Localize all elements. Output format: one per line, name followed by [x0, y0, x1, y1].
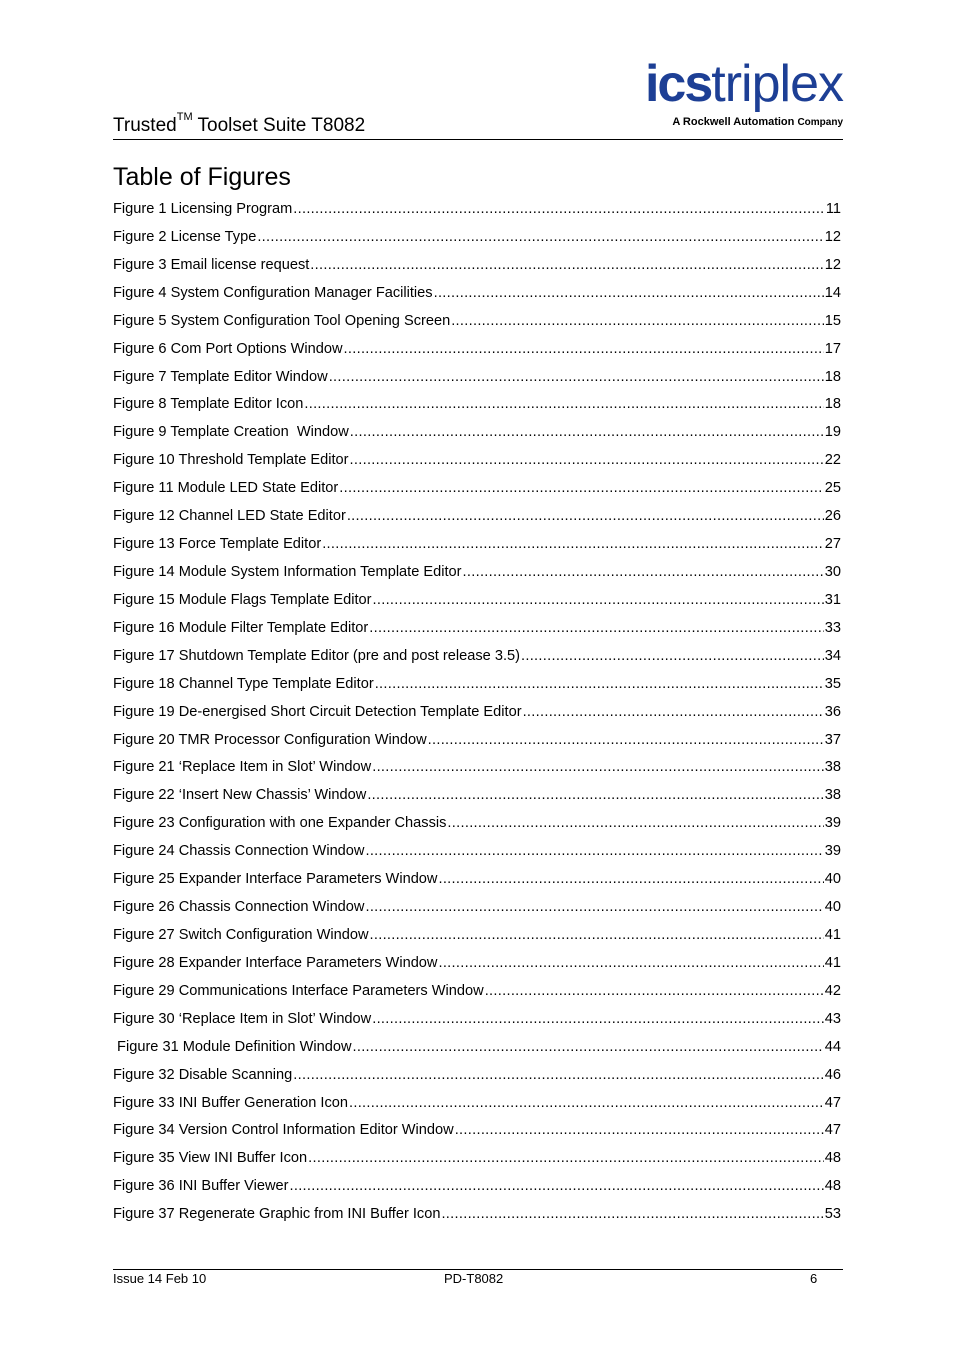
- toc-entry-label: Figure 13 Force Template Editor: [113, 536, 322, 553]
- toc-entry-label: Figure 2 License Type: [113, 228, 257, 245]
- toc-entry-page: 38: [824, 787, 841, 804]
- toc-heading: Table of Figures: [113, 163, 291, 191]
- dot-leader: [350, 452, 824, 468]
- toc-entry-label: Figure 23 Configuration with one Expander Chassis: [113, 815, 447, 832]
- toc-entry-label: Figure 17 Shutdown Template Editor (pre and post release 3.5): [113, 647, 520, 664]
- toc-entry-page: 37: [824, 731, 841, 748]
- toc-entry[interactable]: [113, 424, 841, 452]
- toc-entry-page: 47: [824, 1122, 841, 1139]
- toc-entry[interactable]: [113, 704, 841, 732]
- toc-entry-label: Figure 24 Chassis Connection Window: [113, 843, 365, 860]
- toc-entry[interactable]: [113, 1178, 841, 1206]
- toc-entry-label: Figure 16 Module Filter Template Editor: [113, 619, 369, 636]
- dot-leader: [455, 1122, 824, 1138]
- toc-entry[interactable]: [113, 480, 841, 508]
- dot-leader: [438, 955, 823, 971]
- dot-leader: [289, 1178, 823, 1194]
- toc-entry-label: Figure 9 Template Creation Window: [113, 424, 349, 441]
- logo-wordmark: [645, 54, 843, 114]
- toc-entry-page: 40: [824, 871, 841, 888]
- toc-entry[interactable]: [113, 201, 841, 229]
- dot-leader: [485, 983, 824, 999]
- toc-entry-label: Figure 35 View INI Buffer Icon: [113, 1150, 308, 1167]
- dot-leader: [293, 201, 825, 217]
- dot-leader: [523, 704, 824, 720]
- logo-tagline: [672, 116, 843, 128]
- toc-entry[interactable]: [113, 536, 841, 564]
- toc-entry-page: 42: [824, 982, 841, 999]
- toc-entry-page: 40: [824, 899, 841, 916]
- toc-entry[interactable]: [113, 815, 841, 843]
- toc-entry-page: 48: [824, 1150, 841, 1167]
- toc-entry-page: 34: [824, 647, 841, 664]
- toc-entry[interactable]: [113, 1039, 841, 1067]
- toc-entry-page: 43: [824, 1010, 841, 1027]
- toc-entry-label: Figure 5 System Configuration Tool Opening Screen: [113, 312, 451, 329]
- toc-entry-page: 53: [824, 1206, 841, 1223]
- dot-leader: [310, 257, 823, 273]
- toc-entry-label: Figure 15 Module Flags Template Editor: [113, 591, 372, 608]
- toc-entry[interactable]: [113, 676, 841, 704]
- toc-entry-page: 30: [824, 563, 841, 580]
- dot-leader: [372, 759, 824, 775]
- footer-divider: [113, 1269, 843, 1270]
- toc-entry[interactable]: [113, 732, 841, 760]
- header-divider: [113, 139, 843, 140]
- toc-entry-label: Figure 10 Threshold Template Editor: [113, 452, 349, 469]
- toc-entry[interactable]: [113, 843, 841, 871]
- dot-leader: [428, 732, 824, 748]
- logo-ics: ics: [644, 55, 712, 113]
- toc-entry[interactable]: [113, 1067, 841, 1095]
- toc-entry-page: 48: [824, 1178, 841, 1195]
- toc-entry[interactable]: [113, 229, 841, 257]
- toc-entry[interactable]: [113, 787, 841, 815]
- dot-leader: [322, 536, 824, 552]
- dot-leader: [463, 564, 824, 580]
- toc-entry-page: 35: [824, 675, 841, 692]
- toc-entry-label: Figure 33 INI Buffer Generation Icon: [113, 1094, 348, 1111]
- toc-entry-page: 12: [824, 228, 841, 245]
- toc-entry[interactable]: [113, 369, 841, 397]
- dot-leader: [447, 815, 823, 831]
- dot-leader: [373, 592, 824, 608]
- logo-tagline-company: Company: [797, 117, 843, 128]
- toc-entry-label: Figure 19 De-energised Short Circuit Detection Template Editor: [113, 703, 522, 720]
- toc-entry-label: Figure 27 Switch Configuration Window: [113, 926, 369, 943]
- toc-entry-label: Figure 11 Module LED State Editor: [113, 480, 339, 497]
- dot-leader: [521, 648, 824, 664]
- trademark-mark: TM: [176, 111, 193, 123]
- toc-entry[interactable]: [113, 452, 841, 480]
- toc-entry[interactable]: [113, 257, 841, 285]
- toc-entry[interactable]: [113, 341, 841, 369]
- toc-entry-label: Figure 7 Template Editor Window: [113, 368, 328, 385]
- toc-entry-page: 33: [824, 619, 841, 636]
- dot-leader: [451, 313, 824, 329]
- toc-entry-label: Figure 34 Version Control Information Editor Window: [113, 1122, 454, 1139]
- toc-entry-label: Figure 29 Communications Interface Parameters Window: [113, 982, 484, 999]
- toc-entry[interactable]: [113, 508, 841, 536]
- toc-entry-page: 39: [824, 815, 841, 832]
- dot-leader: [257, 229, 823, 245]
- toc-entry-page: 44: [824, 1038, 841, 1055]
- toc-entry[interactable]: [113, 759, 841, 787]
- toc-entry[interactable]: [113, 648, 841, 676]
- toc-entry-label: Figure 32 Disable Scanning: [113, 1066, 293, 1083]
- toc-entry[interactable]: [113, 1206, 841, 1234]
- toc-entry-page: 31: [824, 591, 841, 608]
- toc-entry[interactable]: [113, 564, 841, 592]
- title-suffix: Toolset Suite T8082: [192, 115, 366, 136]
- toc-entry-page: 41: [824, 926, 841, 943]
- toc-entry-page: 26: [824, 508, 841, 525]
- toc-entry-label: Figure 31 Module Definition Window: [113, 1038, 352, 1055]
- toc-entry-page: 18: [824, 396, 841, 413]
- dot-leader: [352, 1039, 823, 1055]
- dot-leader: [369, 620, 824, 636]
- document-title: [113, 111, 366, 137]
- toc-entry-page: 18: [824, 368, 841, 385]
- dot-leader: [441, 1206, 823, 1222]
- dot-leader: [347, 508, 824, 524]
- toc-entry-label: Figure 4 System Configuration Manager Facilities: [113, 284, 433, 301]
- toc-entry-label: Figure 21 ‘Replace Item in Slot’ Window: [113, 759, 372, 776]
- dot-leader: [367, 787, 823, 803]
- toc-entry-page: 22: [824, 452, 841, 469]
- toc-entry-label: Figure 28 Expander Interface Parameters Window: [113, 954, 438, 971]
- toc-entry[interactable]: [113, 899, 841, 927]
- dot-leader: [375, 676, 824, 692]
- logo-tagline-main: A Rockwell Automation: [672, 116, 795, 128]
- toc-entry[interactable]: [113, 396, 841, 424]
- toc-entry-page: 36: [824, 703, 841, 720]
- toc-entry-label: Figure 30 ‘Replace Item in Slot’ Window: [113, 1010, 372, 1027]
- toc-entry-label: Figure 3 Email license request: [113, 256, 310, 273]
- toc-entry-label: Figure 26 Chassis Connection Window: [113, 899, 365, 916]
- toc-entry[interactable]: [113, 983, 841, 1011]
- toc-entry-label: Figure 37 Regenerate Graphic from INI Buffer Icon: [113, 1206, 441, 1223]
- toc-entry[interactable]: [113, 313, 841, 341]
- toc-entry-page: 46: [824, 1066, 841, 1083]
- footer-doc-id: PD-T8082: [444, 1271, 504, 1286]
- logo-triplex: triplex: [711, 55, 843, 113]
- ics-triplex-logo: [613, 55, 843, 132]
- dot-leader: [434, 285, 824, 301]
- toc-entry[interactable]: [113, 1122, 841, 1150]
- toc-entry-label: Figure 1 Licensing Program: [113, 201, 293, 217]
- toc-entry[interactable]: [113, 1011, 841, 1039]
- dot-leader: [349, 1095, 824, 1111]
- dot-leader: [293, 1067, 823, 1083]
- toc-entry-page: 39: [824, 843, 841, 860]
- toc-entry-page: 38: [824, 759, 841, 776]
- dot-leader: [365, 899, 823, 915]
- dot-leader: [329, 369, 824, 385]
- toc-entry-page: 14: [824, 284, 841, 301]
- toc-entry[interactable]: [113, 955, 841, 983]
- toc-entry-label: Figure 36 INI Buffer Viewer: [113, 1178, 289, 1195]
- toc-entry[interactable]: [113, 620, 841, 648]
- toc-entry-label: Figure 22 ‘Insert New Chassis’ Window: [113, 787, 367, 804]
- toc-entry-label: Figure 8 Template Editor Icon: [113, 396, 304, 413]
- toc-entry-label: Figure 6 Com Port Options Window: [113, 340, 343, 357]
- dot-leader: [304, 396, 823, 412]
- dot-leader: [344, 341, 824, 357]
- toc-entry-page: 15: [824, 312, 841, 329]
- toc-entry-page: 17: [824, 340, 841, 357]
- toc-entry-page: 19: [824, 424, 841, 441]
- toc-entry[interactable]: [113, 285, 841, 313]
- toc-entry[interactable]: [113, 1150, 841, 1178]
- toc-entry-page: 27: [824, 536, 841, 553]
- dot-leader: [372, 1011, 824, 1027]
- toc-entry[interactable]: [113, 927, 841, 955]
- toc-entry[interactable]: [113, 1095, 841, 1123]
- toc-entry-page: 41: [824, 954, 841, 971]
- dot-leader: [339, 480, 824, 496]
- dot-leader: [308, 1150, 824, 1166]
- title-product: Trusted: [113, 115, 177, 136]
- toc-entry-page: 11: [825, 201, 841, 217]
- toc-entry-page: 12: [824, 256, 841, 273]
- dot-leader: [438, 871, 823, 887]
- toc-entry[interactable]: [113, 871, 841, 899]
- toc-entry-label: Figure 20 TMR Processor Configuration Window: [113, 731, 427, 748]
- table-of-figures-list: [113, 201, 841, 1234]
- toc-entry-label: Figure 18 Channel Type Template Editor: [113, 675, 374, 692]
- dot-leader: [370, 927, 824, 943]
- toc-entry-page: 25: [824, 480, 841, 497]
- toc-entry-label: Figure 25 Expander Interface Parameters Window: [113, 871, 438, 888]
- toc-entry-label: Figure 14 Module System Information Template Editor: [113, 563, 462, 580]
- toc-entry[interactable]: [113, 592, 841, 620]
- toc-entry-label: Figure 12 Channel LED State Editor: [113, 508, 346, 525]
- toc-entry-page: 47: [824, 1094, 841, 1111]
- dot-leader: [350, 424, 824, 440]
- dot-leader: [365, 843, 823, 859]
- footer-page-number: 6: [810, 1271, 818, 1286]
- footer-issue: Issue 14 Feb 10: [113, 1271, 207, 1286]
- page-header: [113, 55, 843, 140]
